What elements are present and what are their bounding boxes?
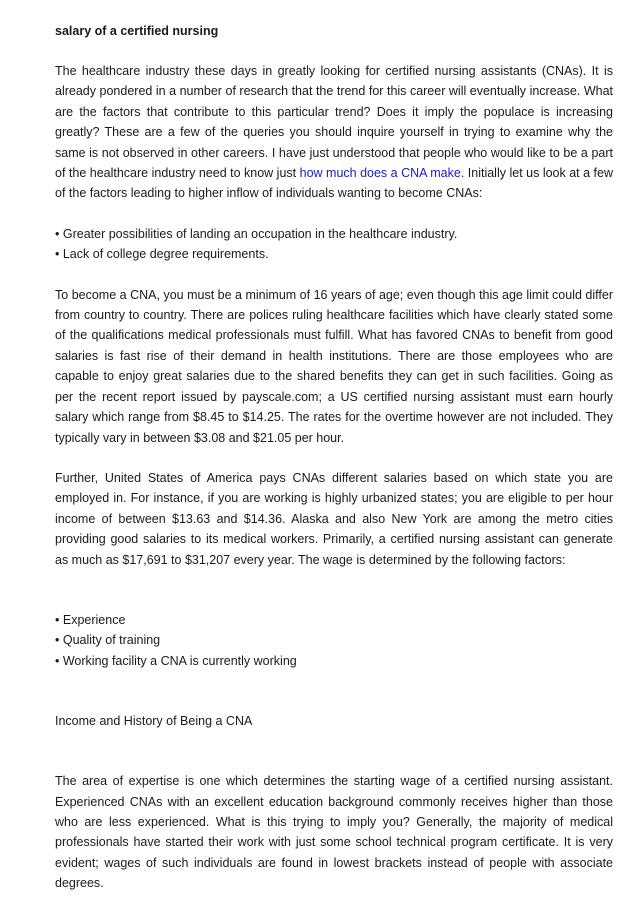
spacer [55,731,613,771]
age-and-salary-paragraph: To become a CNA, you must be a minimum of 16 years of age; even though this age limit could differ from country to country. There are polices ruling healthcare facilities which have clearly stated some of the qualifications medical professionals must fulfill. What has favored CNAs to benefit from good salaries is fast rise of their demand in health institutions. There are those employees who are capable to enjoy great salaries due to the shared benefits they can get in such facilities. Going as per the recent report issued by payscale.com; a US certified nursing assistant must earn hourly salary which range from $8.45 to $14.25. The rates for the overtime however are not included. They typically vary in between $3.08 and $21.05 per hour. [55,287,613,445]
intro-text-after-link: . Initially let us look at a few of the factors leading to higher inflow of individuals wanting to become CNAs: [55,166,613,201]
list-item: • Working facility a CNA is currently working [55,651,613,671]
document-page [55,22,613,894]
list-item: • Lack of college degree requirements. [55,244,613,264]
intro-paragraph [55,61,613,204]
spacer [55,570,613,610]
spacer [55,204,613,224]
spacer [55,265,613,285]
document-title: salary of a certified nursing [55,24,219,38]
spacer [55,671,613,711]
intro-text-before-link: The healthcare industry these days in greatly looking for certified nursing assistants (CNAs). It is already pondered in a number of research that the trend for this career will eventually increase. What are the factors that contribute to this particular trend? Does it imply the populace is increasing greatly? These are a few of the queries you should inquire yourself in trying to examine why the same is not observed in other careers. I have just understood that people who would like to be a part of the healthcare industry need to know just [55,64,613,181]
benefits-list [55,224,613,265]
list-item: • Experience [55,610,613,630]
expertise-paragraph: The area of expertise is one which determines the starting wage of a certified nursing assistant. Experienced CNAs with an excellent education background commonly receives higher than those who are less experienced. What is this trying to imply you? Generally, the majority of medical professionals have started their work with just some school technical program certificate. It is very evident; wages of such individuals are found in lowest brackets instead of people with associate degrees. [55,774,613,891]
wage-factors-list [55,610,613,671]
spacer [55,448,613,468]
list-item: • Greater possibilities of landing an occupation in the healthcare industry. [55,224,613,244]
section-heading: Income and History of Being a CNA [55,714,253,729]
list-item: • Quality of training [55,630,613,650]
cna-salary-link[interactable]: how much does a CNA make [299,166,461,181]
state-salaries-paragraph: Further, United States of America pays CNAs different salaries based on which state you are employed in. For instance, if you are working is highly urbanized states; you are eligible to per hour income of between $13.63 and $14.36. Alaska and also New York are among the metro cities providing good salaries to its medical workers. Primarily, a certified nursing assistant can generate as much as $17,691 to $31,207 every year. The wage is determined by the following factors: [55,470,613,567]
